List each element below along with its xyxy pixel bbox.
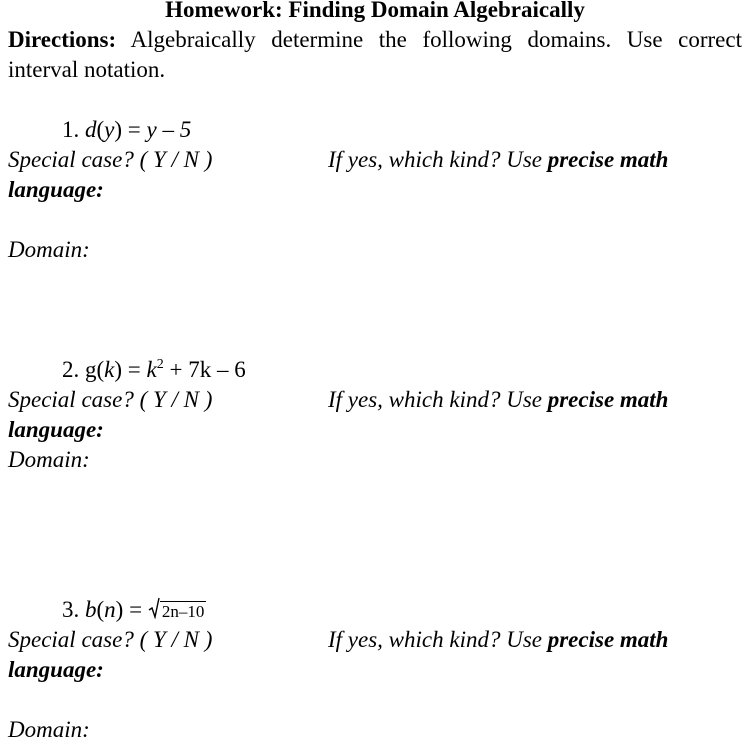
problem-1-special-case-row [8,145,742,175]
problem-1 [8,115,742,265]
radical-sign-icon [148,597,160,619]
worksheet-page [8,0,742,742]
if-yes-prompt: If yes, which kind? Use precise math [328,387,669,412]
domain-label: Domain: [8,717,90,742]
if-yes-prompt: If yes, which kind? Use precise math [328,147,669,172]
language-label: language: [8,177,104,202]
special-case-question: Special case? ( Y / N ) [8,627,213,652]
problem-3-equation: 3. b(n) = 2n–10 [8,595,742,625]
problem-3 [8,595,742,745]
problem-2 [8,355,742,475]
directions-text: Algebraically determine the following domains. Use correct interval notation. [8,27,742,82]
special-case-question: Special case? ( Y / N ) [8,387,213,412]
directions-label: Directions: [8,27,117,52]
problem-2-special-case-row [8,385,742,415]
if-yes-prompt: If yes, which kind? Use precise math [328,627,669,652]
square-root-expression: 2n–10 [148,597,207,627]
special-case-question: Special case? ( Y / N ) [8,147,213,172]
problem-3-special-case-row [8,625,742,655]
language-label: language: [8,417,104,442]
domain-label: Domain: [8,237,90,262]
directions [8,25,742,85]
domain-label: Domain: [8,447,90,472]
page-title: Homework: Finding Domain Algebraically [165,0,585,22]
problem-2-equation: 2. $g(k) = k^2 + 7k - 6$ [62,357,246,382]
problem-1-equation: 1. d(y) = y – 5 [62,117,192,142]
language-label: language: [8,657,104,682]
